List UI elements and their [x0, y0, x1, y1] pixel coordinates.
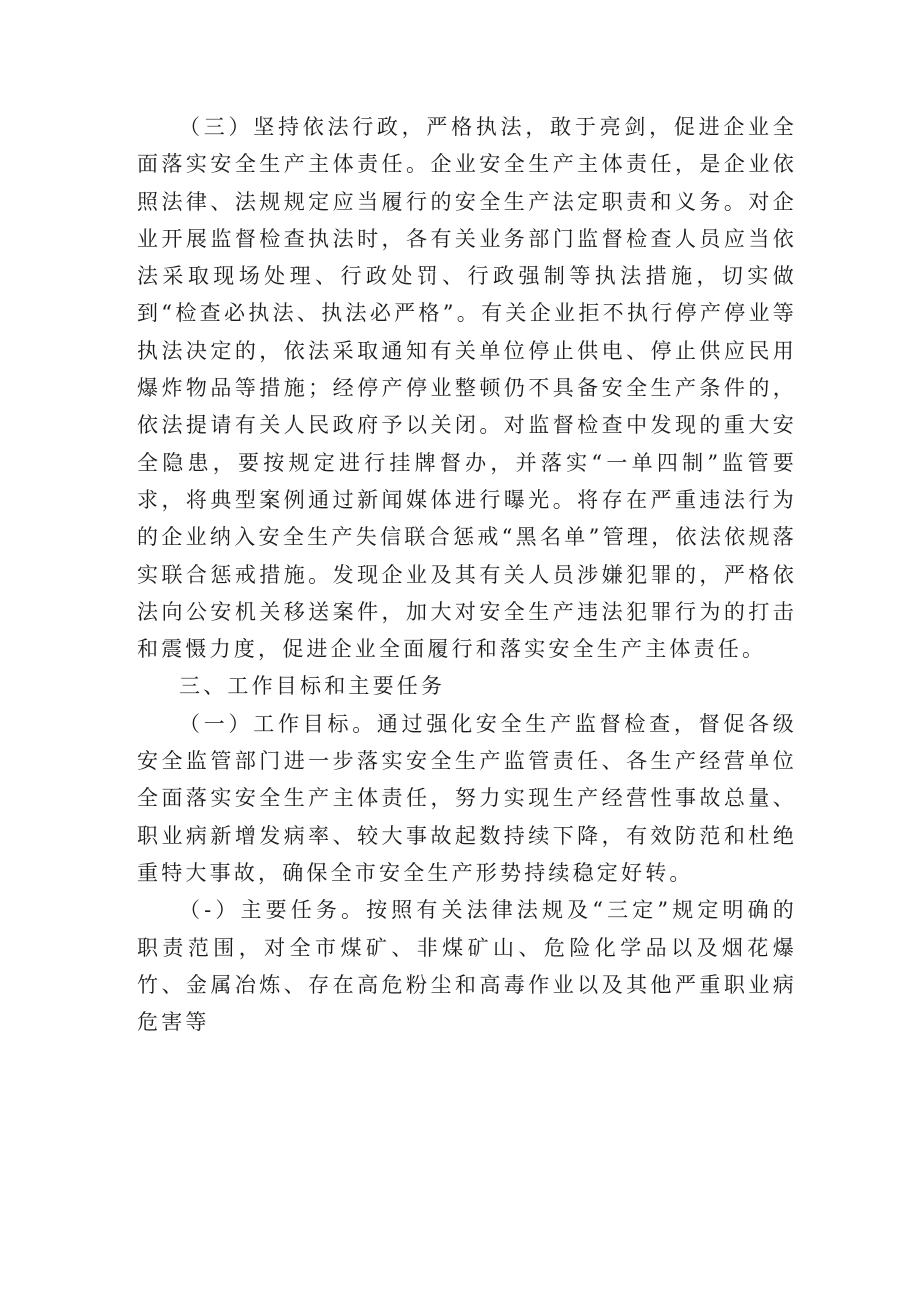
document-body	[137, 109, 797, 1041]
paragraph-law-enforcement: （三）坚持依法行政，严格执法，敢于亮剑，促进企业全面落实安全生产主体责任。企业安全生产主体责任，是企业依照法律、法规规定应当履行的安全生产法定职责和义务。对企业开展监督检查执法时，各有关业务部门监督检查人员应当依法采取现场处理、行政处罚、行政强制等执法措施，切实做到“检查必执法、执法必严格”。有关企业拒不执行停产停业等执法决定的，依法采取通知有关单位停止供电、停止供应民用爆炸物品等措施；经停产停业整顿仍不具备安全生产条件的，依法提请有关人民政府予以关闭。对监督检查中发现的重大安全隐患，要按规定进行挂牌督办，并落实“一单四制”监管要求，将典型案例通过新闻媒体进行曝光。将存在严重违法行为的企业纳入安全生产失信联合惩戒“黑名单”管理，依法依规落实联合惩戒措施。发现企业及其有关人员涉嫌犯罪的，严格依法向公安机关移送案件，加大对安全生产违法犯罪行为的打击和震慑力度，促进企业全面履行和落实安全生产主体责任。	[137, 115, 797, 662]
paragraph-work-goals: （一）工作目标。通过强化安全生产监督检查，督促各级安全监管部门进一步落实安全生产监管责任、各生产经营单位全面落实安全生产主体责任，努力实现生产经营性事故总量、职业病新增发病率、较大事故起数持续下降，有效防范和杜绝重特大事故，确保全市安全生产形势持续稳定好转。	[137, 711, 797, 885]
section-heading-goals-and-tasks: 三、工作目标和主要任务	[179, 674, 446, 699]
paragraph-main-tasks: （-）主要任务。按照有关法律法规及“三定”规定明确的职责范围，对全市煤矿、非煤矿山、危险化学品以及烟花爆竹、金属冶炼、存在高危粉尘和高毒作业以及其他严重职业病危害等	[137, 898, 797, 1035]
